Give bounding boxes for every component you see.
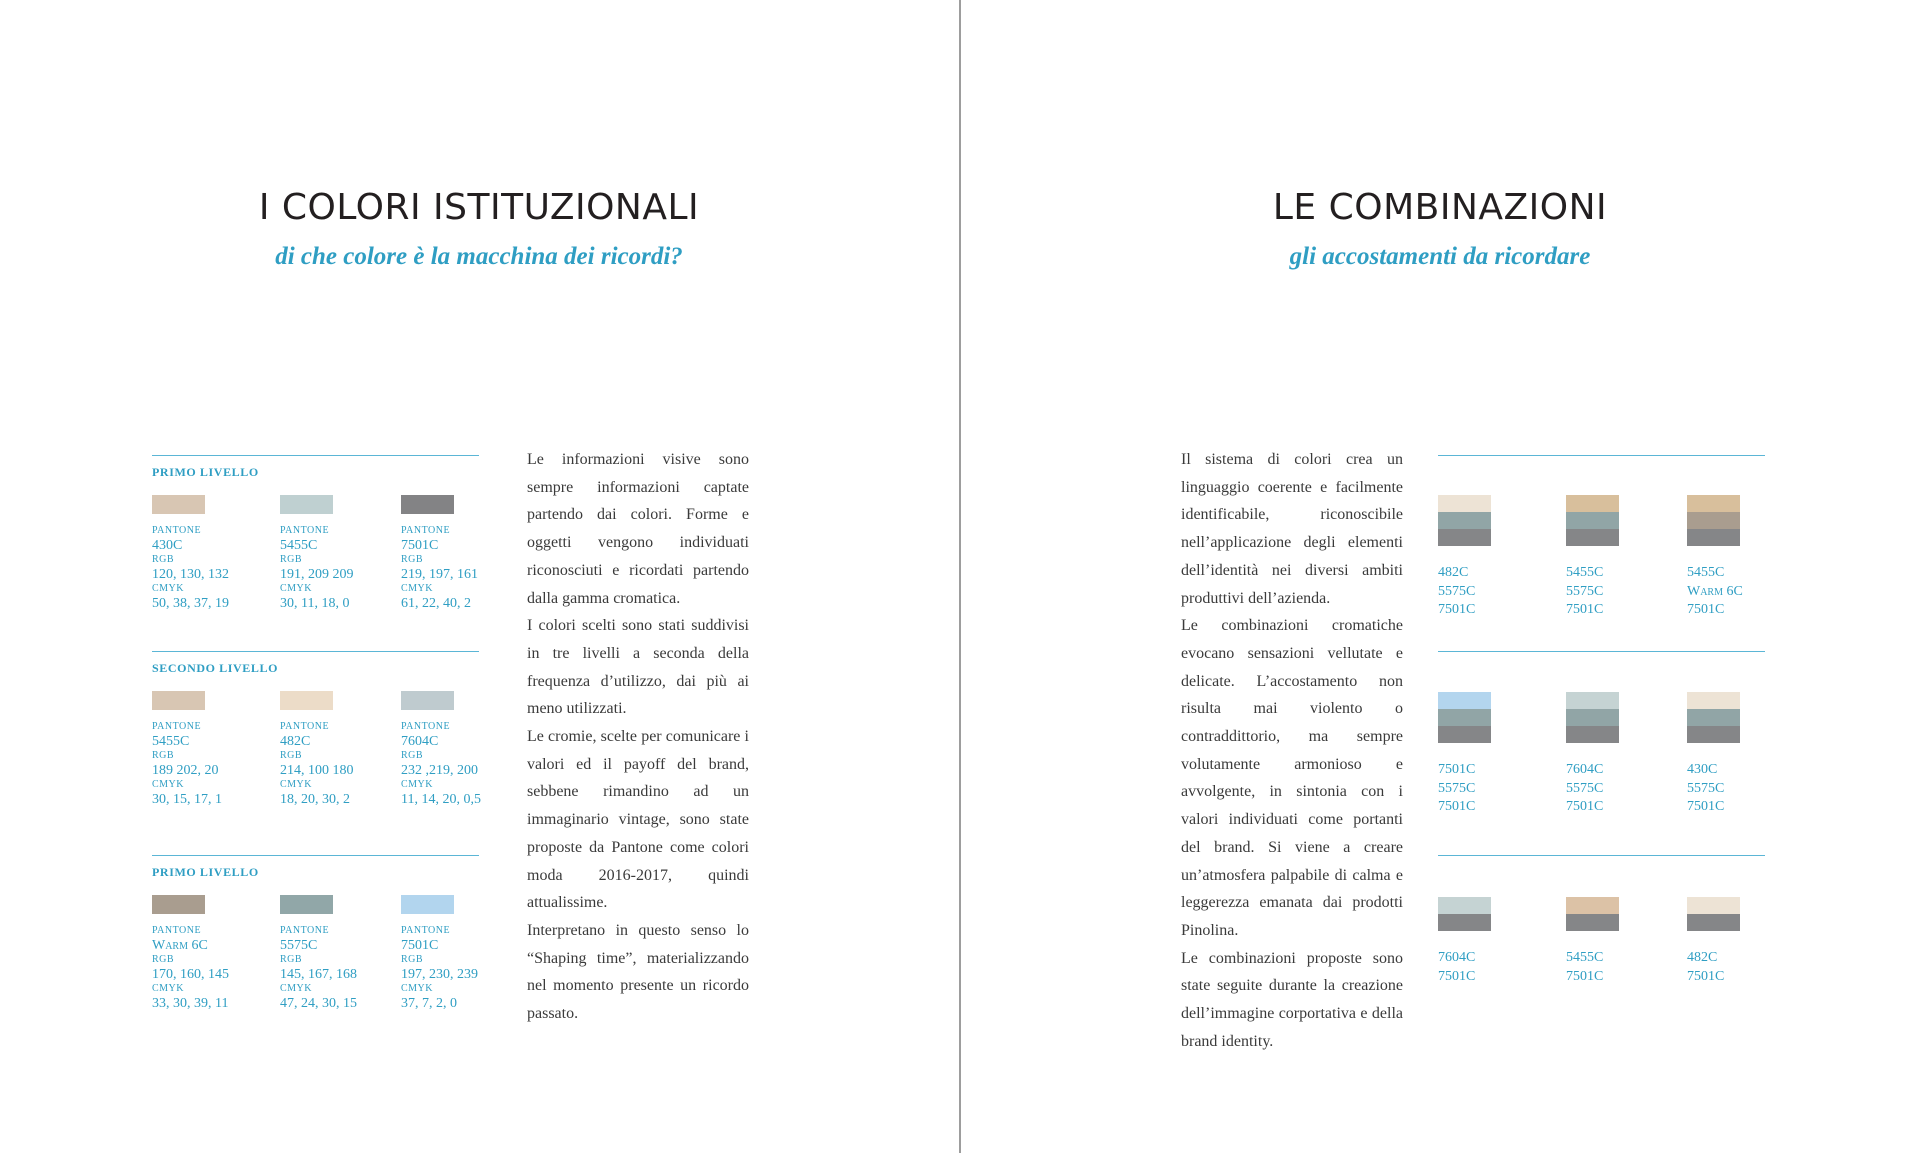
combo-codes [1438,761,1548,817]
pantone-label: PANTONE [280,925,330,936]
combo-code: 482C [1687,950,1718,965]
combo-swatch-stack [1687,495,1740,546]
combo-code: 5455C [1566,565,1604,580]
rgb-label: RGB [152,750,175,761]
combo-swatch [1566,726,1619,743]
pantone-label: PANTONE [280,525,330,536]
body-paragraph: Le combinazioni proposte sono state seguite durante la creazione dell’immagine corportativa e della brand identity. [1181,949,1403,1050]
rgb-label: RGB [152,554,175,565]
left-page [0,0,958,1153]
pantone-value: 482C [280,734,311,749]
combo-codes [1438,949,1548,986]
combo-swatch [1566,897,1619,914]
cmyk-label: CMYK [280,583,313,594]
combo-codes [1687,949,1797,986]
color-combination [1687,495,1797,620]
combo-code: 5575C [1687,780,1725,796]
pantone-label: PANTONE [401,525,451,536]
cmyk-value: 61, 22, 40, 2 [401,596,471,611]
combo-swatch [1438,512,1491,529]
color-swatch [280,691,333,710]
combo-code: 7501C [1438,762,1476,777]
combo-codes [1438,564,1548,620]
color-combination [1438,897,1548,986]
cmyk-value: 37, 7, 2, 0 [401,996,457,1011]
combo-code: 7501C [1566,799,1604,814]
rgb-value: 170, 160, 145 [152,967,229,982]
cmyk-label: CMYK [280,779,313,790]
combo-code: 7604C [1438,950,1476,965]
combo-codes [1687,761,1797,817]
color-entry [280,691,390,808]
color-entry [280,895,390,1012]
color-swatch [280,895,333,914]
combo-code: 430C [1687,762,1718,777]
combo-code: 5455C [1566,950,1604,965]
combo-swatch [1438,726,1491,743]
rgb-label: RGB [401,954,424,965]
color-combination [1566,897,1676,986]
pantone-value: 7604C [401,734,439,749]
combo-swatch [1438,692,1491,709]
combo-code: 7501C [1566,968,1604,984]
pantone-value: 5455C [152,734,190,749]
combo-swatch [1438,897,1491,914]
combo-code: 7501C [1687,799,1725,814]
combo-swatch-stack [1687,897,1740,931]
cmyk-value: 50, 38, 37, 19 [152,596,229,611]
cmyk-label: CMYK [401,583,434,594]
color-section-3 [152,855,479,1011]
pantone-label: PANTONE [152,925,202,936]
body-paragraph: I colori scelti sono stati suddivisi in tre livelli a seconda della frequenza d’utilizzo, dai più ai meno utilizzati. [527,617,749,718]
rgb-label: RGB [280,954,303,965]
combo-swatch [1687,709,1740,726]
right-page [961,0,1919,1153]
combo-rule [1438,855,1765,856]
color-combination [1566,692,1676,817]
combo-swatch [1687,495,1740,512]
combo-swatch-stack [1566,692,1619,743]
combo-swatch [1566,692,1619,709]
rgb-label: RGB [401,750,424,761]
cmyk-value: 30, 15, 17, 1 [152,792,222,807]
combo-swatch [1438,709,1491,726]
rgb-value: 191, 209 209 [280,567,354,582]
cmyk-label: CMYK [280,983,313,994]
rgb-label: RGB [280,750,303,761]
combo-rule [1438,651,1765,652]
combo-swatch [1687,897,1740,914]
color-combination [1687,897,1797,986]
combo-swatch [1687,726,1740,743]
body-paragraph: Le informazioni visive sono sempre informazioni captate partendo dai colori. Forme e oggetti vengono individuati riconosciuti e ricordati partendo dalla gamma cromatica. [527,451,749,607]
cmyk-label: CMYK [152,779,185,790]
combo-code: 7501C [1687,968,1725,984]
combo-codes [1566,761,1676,817]
pantone-value: Warm 6C [152,938,208,953]
color-section-1 [152,455,479,611]
rgb-value: 197, 230, 239 [401,967,478,982]
combo-swatch-stack [1438,897,1491,931]
combo-code: 5455C [1687,565,1725,580]
combo-code: 7501C [1438,799,1476,814]
combo-swatch-stack [1566,897,1619,931]
combo-code: 7501C [1566,602,1604,617]
combo-codes [1687,564,1797,620]
color-swatch [280,495,333,514]
color-entry [152,895,262,1012]
body-text [1181,446,1403,1055]
cmyk-value: 18, 20, 30, 2 [280,792,350,807]
color-combination [1687,692,1797,817]
pantone-label: PANTONE [401,925,451,936]
combo-code: Warm 6C [1687,583,1743,599]
color-entry [280,495,390,612]
pantone-value: 5455C [280,538,318,553]
combo-swatch-stack [1566,495,1619,546]
combo-rule [1438,455,1765,456]
color-entry [401,495,511,612]
combo-codes [1566,564,1676,620]
cmyk-label: CMYK [152,983,185,994]
rgb-value: 214, 100 180 [280,763,354,778]
combo-swatch [1438,529,1491,546]
body-paragraph: Interpretano in questo senso lo “Shaping time”, materializzando nel momento presente un ricordo passato. [527,921,749,1023]
rgb-label: RGB [152,954,175,965]
combo-swatch [1566,529,1619,546]
color-entry [152,495,262,612]
body-paragraph: Le cromie, scelte per comunicare i valori ed il payoff del brand, sebbene rimandino ad un immaginario vintage, sono state proposte da Pantone come colori moda 2016-2017, quindi attualissime. [527,728,749,912]
color-swatch [401,495,454,514]
combo-codes [1566,949,1676,986]
combo-swatch [1687,692,1740,709]
pantone-label: PANTONE [152,525,202,536]
page-title: LE COMBINAZIONI [1272,187,1608,228]
rgb-value: 219, 197, 161 [401,567,478,582]
color-entry [152,691,262,808]
rgb-value: 232 ,219, 200 [401,763,478,778]
pantone-value: 5575C [280,938,318,953]
combo-code: 7604C [1566,762,1604,777]
combo-swatch-stack [1687,692,1740,743]
section-rule [152,855,479,856]
color-combination [1566,495,1676,620]
color-combination [1438,495,1548,620]
combo-code: 7501C [1438,968,1476,984]
combo-code: 5575C [1566,583,1604,599]
pantone-value: 7501C [401,938,439,953]
color-section-2 [152,651,481,807]
page-subtitle: gli accostamenti da ricordare [1289,243,1591,270]
cmyk-label: CMYK [401,983,434,994]
combo-swatch [1438,914,1491,931]
rgb-label: RGB [280,554,303,565]
rgb-value: 145, 167, 168 [280,967,357,982]
color-swatch [152,691,205,710]
combo-swatch [1687,512,1740,529]
cmyk-value: 30, 11, 18, 0 [280,596,350,611]
pantone-label: PANTONE [401,721,451,732]
rgb-value: 120, 130, 132 [152,567,229,582]
color-entry [401,691,511,808]
combo-swatch [1687,529,1740,546]
combo-swatch [1687,914,1740,931]
combo-swatch [1438,495,1491,512]
page-subtitle: di che colore è la macchina dei ricordi? [275,243,683,270]
rgb-value: 189 202, 20 [152,763,219,778]
pantone-value: 430C [152,538,183,553]
combo-swatch-stack [1438,692,1491,743]
color-swatch [152,895,205,914]
color-entry [401,895,511,1012]
combo-code: 7501C [1687,602,1725,617]
section-label: SECONDO LIVELLO [152,661,279,675]
section-label: PRIMO LIVELLO [152,865,259,879]
combo-swatch [1566,512,1619,529]
color-swatch [152,495,205,514]
rgb-label: RGB [401,554,424,565]
combo-swatch-stack [1438,495,1491,546]
combo-swatch [1566,709,1619,726]
combo-code: 482C [1438,565,1469,580]
combo-swatch [1566,914,1619,931]
cmyk-value: 33, 30, 39, 11 [152,996,229,1011]
body-paragraph: Il sistema di colori crea un linguaggio coerente e facilmente identificabile, riconoscibile nell’applicazione degli elementi dell’identità nei diversi ambiti produttivi dell’azienda. [1181,451,1403,607]
section-rule [152,651,479,652]
pantone-label: PANTONE [280,721,330,732]
cmyk-label: CMYK [152,583,185,594]
section-label: PRIMO LIVELLO [152,465,259,479]
section-rule [152,455,479,456]
body-paragraph: Le combinazioni cromatiche evocano sensazioni vellutate e delicate. L’accostamento non risulta mai violento o contraddittorio, ma sempre volutamente armonioso e avvolgente, in sintonia con i valori individuati come portanti del brand. Si viene a creare un’atmosfera palpabile di calma e leggerezza emanata dai prodotti Pinolina. [1181,617,1403,939]
page-title: I COLORI ISTITUZIONALI [258,187,700,228]
pantone-label: PANTONE [152,721,202,732]
cmyk-label: CMYK [401,779,434,790]
combo-code: 7501C [1438,602,1476,617]
body-text [527,446,749,1028]
color-combination [1438,692,1548,817]
cmyk-value: 47, 24, 30, 15 [280,996,357,1011]
combo-code: 5575C [1438,780,1476,796]
color-swatch [401,895,454,914]
color-swatch [401,691,454,710]
pantone-value: 7501C [401,538,439,553]
combo-swatch [1566,495,1619,512]
cmyk-value: 11, 14, 20, 0,5 [401,792,481,807]
combo-code: 5575C [1438,583,1476,599]
combo-code: 5575C [1566,780,1604,796]
